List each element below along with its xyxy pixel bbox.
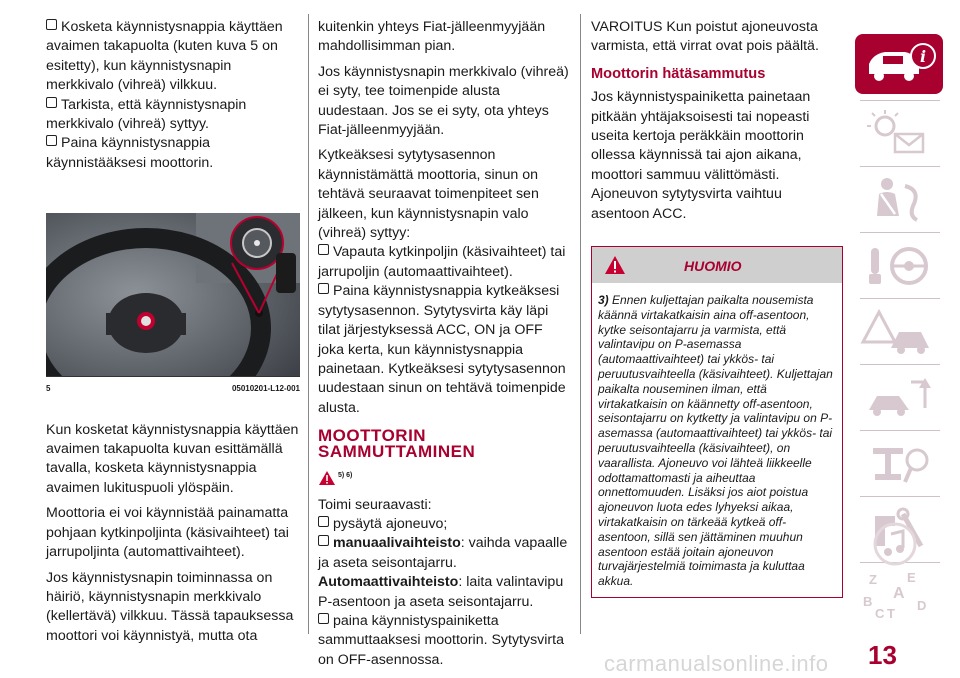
checkbox-bullet-icon — [46, 135, 57, 146]
warning-text: Ennen kuljettajan paikalta nousemista käännä virtakatkaisin aina off-asentoon, kytke seisontajarru ja varmista, että valintavipu on P-asemassa (automaattivaihteet) tai ykkös- tai peruutusvaihteella (käsivaihteet). Kuljettajan paikalta nouseminen ilman, että virtakatkaisin on käännetty off-asentoon, seisontajarru on kytketty ja valintavipu on P-asemassa (automaattivaihteet) tai ykkös- tai peruutusvaihteella (käsivaihteet), on vaarallista. Ajoneuvo voi lähteä liikkeelle odottamattomasti ja aiheuttaa onnettomuuden. Lisäksi jos aiot poistua ajoneuvon luota edes lyhyeksi aikaa, virtakatkaisin on tärkeää kytkeä off-asentoon, sillä sen jättäminen muuhun asentoon estää joitain ajoneuvon turvajärjestelmiä toimimasta ja kuluttaa akkua. — [598, 293, 833, 589]
warning-box — [591, 246, 843, 598]
column-2 — [318, 18, 572, 670]
bullet-press-stop — [318, 612, 572, 670]
bullet-text: Kosketa käynnistysnappia käyttäen — [61, 19, 283, 35]
bullet-check-light — [46, 96, 300, 135]
paragraph: Jos käynnistyspainiketta painetaan pitkään yhtäjaksoisesti tai nopeasti useita kertoja peräkkäin moottorin ollessa käynnissä tai ajon aikana, moottori sammuu välittömästi. Ajoneuvon sytytysvirta vaihtuu asentoon ACC. — [591, 89, 811, 222]
tab-lights-mail[interactable] — [855, 104, 943, 164]
car-lift-icon — [855, 368, 943, 428]
tab-safety[interactable] — [855, 170, 943, 230]
bullet-text: pysäytä ajoneuvo; — [333, 515, 448, 532]
bullet-stop-vehicle — [318, 515, 572, 534]
warning-triangle-icon — [604, 255, 626, 275]
warning-number: 3) — [598, 293, 609, 308]
paragraph: Toimi seuraavasti: — [318, 496, 432, 513]
section-heading — [318, 428, 572, 460]
warning-box-header — [592, 247, 842, 283]
watermark: carmanualsonline.info — [604, 651, 829, 676]
index-letter: C — [875, 606, 885, 621]
tab-separator — [860, 430, 940, 431]
jack-tools-icon — [855, 434, 943, 494]
bold-term: manuaalivaihteisto — [333, 535, 461, 552]
index-letter: A — [893, 585, 905, 602]
bullet-text: Tarkista, että käynnistysnapin — [61, 96, 247, 113]
column-divider — [580, 14, 581, 634]
heading-line: MOOTTORIN — [318, 426, 427, 446]
column-divider — [308, 14, 309, 634]
column-3 — [591, 18, 843, 598]
tab-separator — [860, 100, 940, 101]
steering-wheel-photo — [46, 213, 300, 376]
index-letters-icon — [855, 566, 943, 626]
tab-multimedia[interactable] — [855, 514, 943, 574]
index-letter: E — [907, 570, 916, 585]
bullet-text: merkkivalo (vihreä) syttyy. — [46, 116, 209, 133]
warning-triangle-icon — [318, 470, 336, 486]
paragraph: Jos käynnistysnapin toiminnassa on häiriö, käynnistysnapin merkkivalo (kellertävä) vilkkuu. Tässä tapauksessa moottori voi käynnistyä, mutta ota — [46, 569, 294, 644]
warning-reference — [318, 466, 572, 485]
bullet-text: : vaihda vapaalle ja aseta seisontajarru. — [318, 535, 568, 571]
music-settings-icon — [855, 514, 943, 574]
bullet-text: avaimen takapuolta (kuten kuva 5 on — [46, 38, 278, 55]
index-letter: T — [887, 606, 895, 621]
checkbox-bullet-icon — [318, 283, 329, 294]
index-letter: B — [863, 594, 873, 609]
tab-separator — [860, 298, 940, 299]
bullet-text: Paina käynnistysnappia kytkeäksesi sytytysasennon. Sytytysvirta käy läpi tilat järjestyksessä ACC, ON ja OFF joka kerta, kun käynnistysnappia painetaan. Kytkeäksesi sytytysasennon uudestaan sinun on tehtävä toimenpide alusta. — [318, 283, 566, 416]
warning-box-body — [592, 283, 842, 597]
checkbox-bullet-icon — [46, 97, 57, 108]
tab-maintenance[interactable] — [855, 434, 943, 494]
page-number: 13 — [868, 640, 897, 670]
bullet-text: käynnistääksesi moottorin. — [46, 154, 214, 171]
photo-number: 5 — [46, 384, 51, 394]
tab-warnings[interactable] — [855, 302, 943, 362]
tab-separator — [860, 232, 940, 233]
car-info-icon — [855, 34, 943, 94]
paragraph: kuitenkin yhteys Fiat-jälleenmyyjään mahdollisimman pian. — [318, 19, 546, 55]
bullet-text: Vapauta kytkinpoljin (käsivaihteet) tai jarrupoljin (automaattivaihteet). — [318, 244, 566, 280]
tab-separator — [860, 364, 940, 365]
tab-separator — [860, 166, 940, 167]
bullet-press-ignition — [318, 282, 572, 418]
tab-car-info[interactable] — [855, 34, 943, 94]
bullet-touch-start — [46, 18, 300, 96]
photo-caption — [46, 376, 300, 398]
index-letter: Z — [869, 572, 877, 587]
bullet-manual — [318, 534, 572, 573]
paragraph: Moottoria ei voi käynnistää painamatta pohjaan kytkinpoljinta (käsivaihteet) tai jarrupoljinta (automattivaihteet). — [46, 505, 289, 561]
checkbox-bullet-icon — [318, 516, 329, 527]
heading-line: SAMMUTTAMINEN — [318, 442, 476, 462]
warning-triangle-car-icon — [855, 302, 943, 362]
automatic-line — [318, 573, 572, 612]
checkbox-bullet-icon — [318, 613, 329, 624]
paragraph: : laita valintavipu P-asentoon ja aseta seisontajarru. — [318, 574, 564, 610]
checkbox-bullet-icon — [318, 244, 329, 255]
bullet-text: paina käynnistyspainiketta sammuttaaksesi moottorin. Sytytysvirta on OFF-asennossa. — [318, 612, 564, 668]
bullet-text: Paina käynnistysnappia — [61, 135, 211, 152]
index-letter: D — [917, 598, 927, 613]
tab-driving[interactable] — [855, 236, 943, 296]
column-1 — [46, 18, 300, 652]
warning-box-title: HUOMIO — [684, 258, 742, 275]
tab-separator — [860, 496, 940, 497]
sub-heading: Moottorin hätäsammutus — [591, 65, 766, 82]
paragraph: Jos käynnistysnapin merkkivalo (vihreä) ei syty, tee toimenpide alusta uudestaan. Jos se ei syty, ota yhteys Fiat-jälleenmyyjään. — [318, 63, 569, 139]
bullet-text: merkkivalo (vihreä) vilkkuu. — [46, 77, 218, 94]
paragraph: VAROITUS Kun poistut ajoneuvosta varmista, että virrat ovat pois päältä. — [591, 19, 819, 55]
bullet-text: esitetty), kun käynnistysnapin — [46, 57, 232, 74]
seatbelt-airbag-icon — [855, 170, 943, 230]
bullet-press-start — [46, 134, 300, 173]
warning-ref-text: 5) 6) — [338, 472, 353, 480]
checkbox-bullet-icon — [318, 535, 329, 546]
paragraph: Kun kosketat käynnistysnappia käyttäen avaimen takapuolta kuvan esittämällä tavalla, kosketa käynnistysnappia avaimen lukituspuoli ylöspäin. — [46, 421, 299, 496]
bold-term: Automaattivaihteisto — [318, 574, 459, 591]
photo-code: 05010201-L12-001 — [231, 384, 300, 394]
bullet-release-pedal — [318, 243, 572, 282]
svg-text:i: i — [919, 47, 927, 66]
paragraph: Kytkeäksesi sytytysasennon käynnistämättä moottoria, sinun on tehtävä seuraavat toimenpiteet sen jälkeen, kun käynnistysnapin valo (vihreä) syttyy: — [318, 147, 539, 242]
wrench-steering-icon — [855, 236, 943, 296]
lights-mail-icon — [855, 104, 943, 164]
checkbox-bullet-icon — [46, 19, 57, 30]
tab-index[interactable] — [855, 566, 943, 626]
tab-emergency[interactable] — [855, 368, 943, 428]
